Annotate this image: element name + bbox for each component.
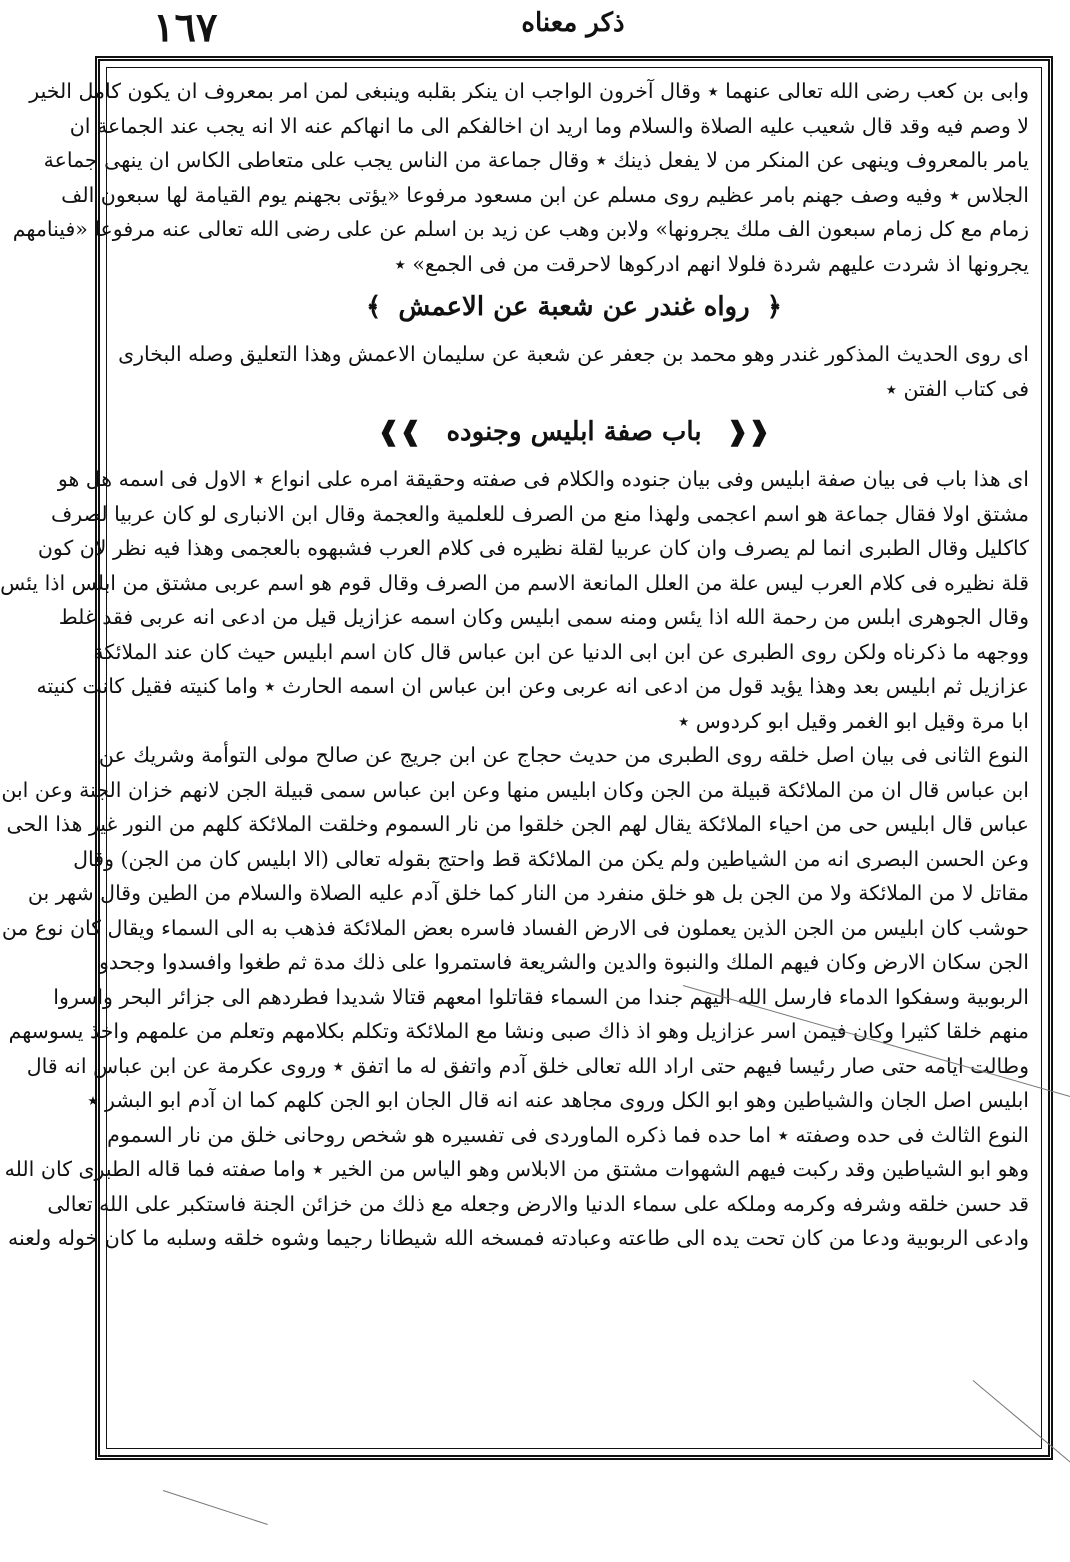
text-line: اى هذا باب فى بيان صفة ابليس وفى بيان جنوده والكلام فى صفته وحقيقة امره على انواع ٭ الاول فى اسمه هل هو xyxy=(57,467,1029,491)
page-frame xyxy=(0,56,1053,1460)
section-heading-riwaya xyxy=(119,287,1029,327)
text-line: ابن عباس قال ان من الملائكة قبيلة من الجن وكان ابليس منها وعن ابن عباس سمى قبيلة الجن لانهم خزان الجنة وعن ابن xyxy=(1,777,1029,802)
text-line: يامر بالمعروف وينهى عن المنكر من لا يفعل ذينك ٭ وقال جماعة من الناس يجب على متعاطى الكاس ان ينهى جماعة xyxy=(43,148,1029,172)
scan-artifact-line xyxy=(163,1490,268,1525)
text-line: وهو ابو الشياطين وقد ركبت فيهم الشهوات مشتق من الابلاس وهو الياس من الخير ٭ واما صفته فما قاله الطبرى كان الله xyxy=(4,1157,1029,1181)
ornament-left-icon: ﴾ xyxy=(366,292,382,322)
paragraph-1 xyxy=(12,74,1029,281)
page-number: ١٦٧ xyxy=(153,4,218,51)
text-line: قلة نظيره فى كلام العرب ليس علة من العلل المانعة الاسم من الصرف وقال قوم هو اسم عربى مشتق من ابلس اذا يئس xyxy=(0,570,1029,595)
text-line: النوع الثالث فى حده وصفته ٭ اما حده فما ذكره الماوردى فى تفسيره هو شخص روحانى خلق من نار السموم xyxy=(107,1122,1029,1147)
text-line: كاكليل وقال الطبرى انما لم يصرف وان كان عربيا لقلة نظيره فى كلام العرب فشبهوه بالعجمى وهذا فيه نظر لان كون xyxy=(37,536,1029,560)
text-line: ابا مرة وقيل ابو الغمر وقيل ابو كردوس ٭ xyxy=(678,708,1029,733)
chapter-heading xyxy=(119,412,1029,452)
text-line: قد حسن خلقه وشرفه وكرمه وملكه على سماء الدنيا والارض وجعله مع ذلك من خزائن الجنة فاستكبر على الله تعالى xyxy=(47,1191,1029,1216)
paragraph-3 xyxy=(0,462,1029,738)
text-line: النوع الثانى فى بيان اصل خلقه روى الطبرى من حديث حجاج عن ابن جريج عن صالح مولى التوأمة وشريك عن xyxy=(98,743,1029,767)
ornament-right-icon: ❰❰ xyxy=(726,417,771,447)
running-title: ذكر معناه xyxy=(521,8,625,38)
text-line: منهم خلقا كثيرا وكان فيمن اسر عزازيل وهو اذ ذاك صبى ونشا مع الملائكة وتكلم بكلامهم وتعلم من علمهم واخذ يسوسهم xyxy=(8,1019,1029,1043)
text-line: عزازيل ثم ابليس بعد وهذا يؤيد قول من ادعى انه عربى وعن ابن عباس ان اسمه الحارث ٭ واما كنيته فقيل كانت كنيته xyxy=(36,674,1029,698)
text-line: وعن الحسن البصرى انه من الشياطين ولم يكن من الملائكة قط واحتج بقوله تعالى (الا ابليس كان من الجن) وقال xyxy=(73,846,1029,871)
text-line: وطالت ايامه حتى صار رئيسا فيهم حتى اراد الله تعالى خلق آدم واتفق له ما اتفق ٭ وروى عكرمة عن ابن عباس انه قال xyxy=(26,1053,1029,1078)
paragraph-2 xyxy=(119,337,1029,406)
text-line: وقال الجوهرى ابلس من رحمة الله اذا يئس ومنه سمى ابليس وكان اسمه عزازيل قيل من ادعى انه عربى فقد غلط xyxy=(58,605,1029,629)
text-line: اى روى الحديث المذكور غندر وهو محمد بن جعفر عن شعبة عن سليمان الاعمش وهذا التعليق وصله البخارى xyxy=(118,342,1029,366)
text-line: مشتق اولا فقال جماعة هو اسم اعجمى ولهذا منع من الصرف للعلمية والعجمة وقال ابن الانبارى لو كان عربيا لصرف xyxy=(51,501,1029,526)
text-line: لا وصم فيه وقد قال شعيب عليه الصلاة والسلام وما اريد ان اخالفكم الى ما انهاكم عنه الا انه يجب عند الجماعة ان xyxy=(69,113,1029,138)
text-line: مقاتل لا من الملائكة ولا من الجن بل هو خلق منفرد من النار كما خلق آدم عليه الصلاة والسلام من الطين وقال شهر بن xyxy=(27,881,1029,905)
paragraph-4 xyxy=(1,738,1029,1118)
text-line: الجلاس ٭ وفيه وصف جهنم بامر عظيم روى مسلم عن ابن مسعود مرفوعا «يؤتى بجهنم يوم القيامة لها سبعون الف xyxy=(61,182,1029,207)
text-line: حوشب كان ابليس من الجن الذين يعملون فى الارض الفساد فاسره بعض الملائكة فذهب به الى السماء ويقال كان نوع من xyxy=(1,915,1029,940)
ornament-right-icon: ﴿ xyxy=(766,292,782,322)
text-line: ووجهه ما ذكرناه ولكن روى الطبرى عن ابن ابى الدنيا عن ابن عباس قال كان اسم ابليس حيث كان عند الملائكة xyxy=(93,639,1029,664)
page-header xyxy=(93,0,1053,56)
text-line: الربوبية وسفكوا الدماء فارسل الله اليهم جندا من السماء فقاتلوا امعهم قتالا شديدا فطردهم الى جزائر البحر واسروا xyxy=(53,984,1029,1009)
text-block xyxy=(0,67,1042,1449)
text-line: الجن سكان الارض وكان فيهم الملك والنبوة والدين والشريعة فاستمروا على ذلك مدة ثم طغوا وافسدوا وجحدوا xyxy=(93,950,1029,974)
text-line: ابليس اصل الجان والشياطين وهو ابو الكل وروى مجاهد عنه انه قال الجان ابو الجن كلهم كما ان آدم ابو البشر ٭ xyxy=(87,1088,1029,1112)
text-line: فى كتاب الفتن ٭ xyxy=(885,376,1029,401)
text-line: يجرونها اذ شردت عليهم شردة فلولا انهم ادركوها لاحرقت من فى الجمع» ٭ xyxy=(394,251,1029,276)
paragraph-5 xyxy=(4,1118,1029,1256)
chapter-heading-text: باب صفة ابليس وجنوده xyxy=(446,417,702,447)
text-line: زمام مع كل زمام سبعون الف ملك يجرونها» ولابن وهب عن زيد بن اسلم عن على رضى الله تعالى عنه مرفوعا «فينامهم xyxy=(12,217,1029,241)
text-line: عباس قال ابليس حى من احياء الملائكة يقال لهم الجن خلقوا من نار السموم وخلقت الملائكة كلهم من النور غير هذا الحى xyxy=(6,812,1029,836)
text-line: وابى بن كعب رضى الله تعالى عنهما ٭ وقال آخرون الواجب ان ينكر بقلبه وينبغى لمن امر بمعروف ان يكون كامل الخير xyxy=(29,79,1029,103)
text-line: وادعى الربوبية ودعا من كان تحت يده الى طاعته وعبادته فمسخه الله شيطانا رجيما وشوه خلقه وسلبه ما كان خوله ولعنه xyxy=(8,1226,1029,1250)
ornament-left-icon: ❱❱ xyxy=(377,417,422,447)
heading-riwaya-text: رواه غندر عن شعبة عن الاعمش xyxy=(398,292,750,322)
